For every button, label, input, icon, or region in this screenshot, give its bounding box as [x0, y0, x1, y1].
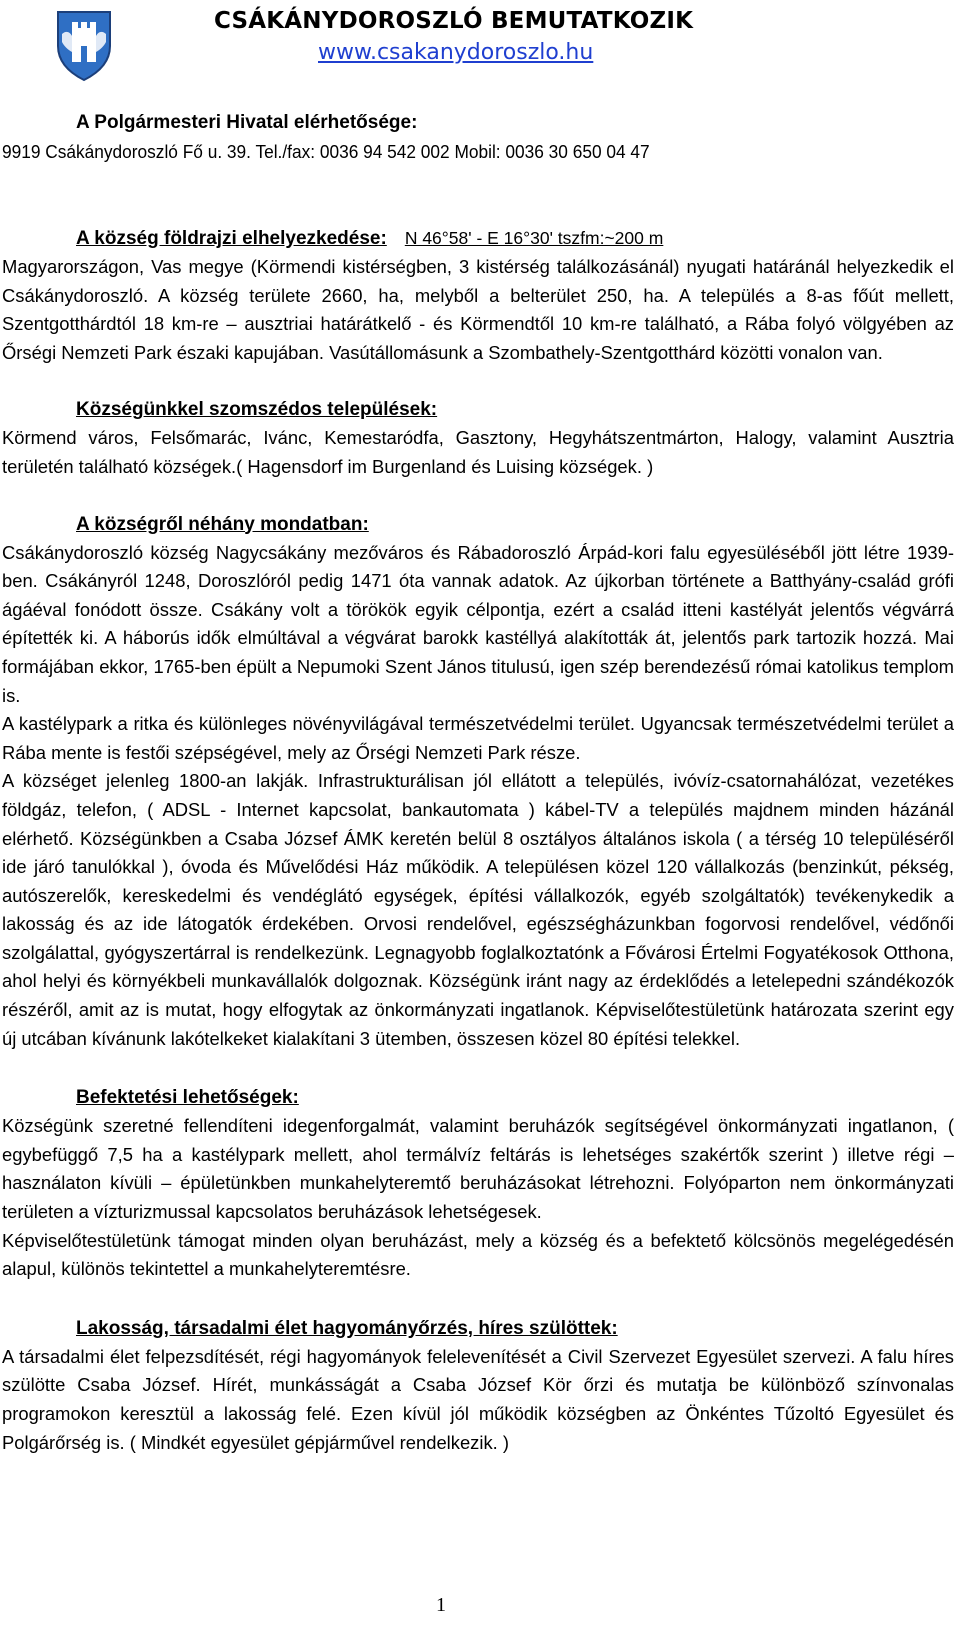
contact-heading: A Polgármesteri Hivatal elérhetősége: — [76, 112, 418, 133]
section-paragraph: Csákánydoroszló község Nagycsákány mezőváros és Rábadoroszló Árpád-kori falu egyesüléséből jött létre 1939-ben. Csákányról 1248, Doroszlóról pedig 1471 óta vannak adatok. Az újkorban története a Batthyány-család grófi ágáéval fonódott össze. Csákány volt a törökök egyik célpontja, ezért a család itteni kastélyát jelentős végvárrá építették ki. A háborús idők elmúltával a végvárat barokk kastéllyá alakították át, jelentős park tartozik hozzá. Mai formájában ekkor, 1765-ben épült a Nepumoki Szent János titulusú, igen szép berendezésű római katolikus templom is. — [2, 541, 954, 706]
section-paragraph: A kastélypark a ritka és különleges növényvilágával természetvédelmi terület. Ugyancsak természetvédelmi terület a Rába mente is festői szépségével, mely az Őrségi Nemzeti Park része. — [2, 713, 954, 763]
spacer — [2, 1284, 954, 1314]
coat-of-arms-icon — [52, 6, 116, 82]
section-about — [2, 510, 954, 1054]
page-header — [0, 0, 960, 90]
spacer — [2, 482, 954, 510]
document-body — [2, 108, 954, 1457]
section-neighbors — [2, 395, 954, 481]
site-url-link[interactable]: www.csakanydoroszlo.hu — [318, 40, 594, 65]
section-paragraph: Községünk szeretné fellendíteni idegenforgalmát, valamint beruházók segítségével önkormányzati ingatlanon, ( egybefüggő 7,5 ha a kastélypark mellett, ahol termálvíz feltárás is lehetséges szakértők szerint ) illetve régi – használaton kívüli – épületünkben munkahelyteremtő beruházásokat létrehozni. Folyóparton nem önkormányzati területen a vízturizmussal kapcsolatos beruházások lehetségesek. — [2, 1115, 954, 1223]
section-paragraph: A társadalmi élet felpezsdítését, régi hagyományok felelevenítését a Civil Szervezet Egyesület szervezi. A falu híres szülötte Csaba József. Hírét, munkásságát a Csaba József Kör őrzi és mutatja be különböző színvonalas programokon keresztül a lakosság felé. Ezen kívül jól működik községben az Önkéntes Tűzoltó Egyesület és Polgárőrség is. ( Mindkét egyesület gépjárművel rendelkezik. ) — [2, 1345, 954, 1453]
section-heading — [2, 224, 954, 253]
section-paragraph: Magyarországon, Vas megye (Körmendi kistérségben, 3 kistérség találkozásánál) nyugati határánál helyezkedik el Csákánydoroszló. A község területe 2660, ha, melyből a belterület 250, ha. A település a 8-as főút mellett, Szentgotthárdtól 18 km-re – ausztriai határátkelő - és Körmendtől 10 km-re található, a Rába folyó völgyében az Őrségi Nemzeti Park északi kapujában. Vasútállomásunk a Szombathely-Szentgotthárd közötti vonalon van. — [2, 256, 954, 363]
spacer — [2, 166, 954, 196]
section-heading: Községünkkel szomszédos települések: — [76, 399, 438, 421]
section-heading: A községről néhány mondatban: — [76, 513, 369, 535]
section-paragraph: Képviselőtestületünk támogat minden olyan beruházást, mely a község és a befektető kölcsönös megelégedésén alapul, különös tekintettel a munkahelyteremtésre. — [2, 1229, 954, 1280]
section-heading: Lakosság, társadalmi élet hagyományőrzés, híres szülöttek: — [76, 1317, 618, 1339]
section-geo — [2, 224, 954, 367]
section-investment — [2, 1083, 954, 1284]
section-paragraph: A községet jelenleg 1800-an lakják. Infrastrukturálisan jól ellátott a település, ivóvíz-csatornahálózat, vezetékes földgáz, telefon, ( ADSL - Internet kapcsolat, bankautomata ) kábel-TV a település majdnem minden házánál elérhető. Községünkben a Csaba József ÁMK keretén belül 8 osztályos általános iskola ( a térség 10 településéről ide járó tanulókkal ), óvoda és Művelődési Ház működik. A településen közel 120 vállalkozás (benzinkút, pékség, autószerelők, kereskedelmi és vendéglátó egységek, építési vállalkozók, egyéb szolgáltatók) tevékenykedik a lakosság és az ide látogatók érdekében. Orvosi rendelővel, egészségházunkban fogorvosi rendelővel, védőnői szolgálattal, gyógyszertárral is rendelkezünk. Legnagyobb foglalkoztatónk a Fővárosi Értelmi Fogyatékosok Otthona, ahol helyi és környékbeli munkavállalók dolgoznak. Községünk iránt nagy az érdeklődés a letelepedni szándékozók részéről, amit az is mutat, hogy elfogytak az önkormányzati ingatlanok. Képviselőtestületünk határozata szerint egy új utcában kívánunk lakótelkeket kialakítani 3 ütemben, összesen közel 80 építési telekkel. — [2, 770, 954, 1049]
coordinates-text: N 46°58' - E 16°30' tszfm:~200 m — [404, 228, 664, 248]
contact-line: 9919 Csákánydoroszló Fő u. 39. Tel./fax: 0036 94 542 002 Mobil: 0036 30 650 04 47 — [2, 141, 650, 162]
section-heading-text: A község földrajzi elhelyezkedése: — [76, 228, 387, 249]
site-title: CSÁKÁNYDOROSZLÓ BEMUTATKOZIK — [214, 8, 694, 34]
section-society — [2, 1314, 954, 1457]
spacer — [2, 1053, 954, 1083]
spacer — [2, 196, 954, 224]
section-paragraph: Körmend város, Felsőmarác, Ivánc, Kemestaródfa, Gasztony, Hegyhátszentmárton, Halogy, valamint Ausztria területén található községek.( Hagensdorf im Burgenland és Luising községek. ) — [2, 427, 954, 477]
section-heading: Befektetési lehetőségek: — [76, 1087, 299, 1109]
page-number: 1 — [436, 1594, 446, 1616]
spacer — [2, 367, 954, 395]
